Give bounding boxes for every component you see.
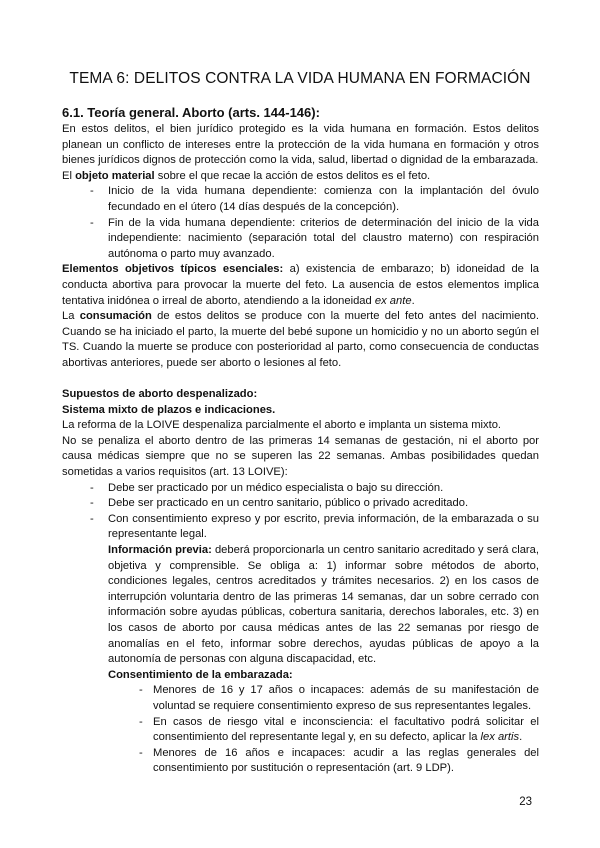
paragraph — [62, 169, 539, 185]
section-heading — [62, 104, 539, 122]
italic-text: ex ante — [374, 294, 412, 307]
paragraph — [62, 418, 539, 434]
list-item — [62, 496, 539, 512]
paragraph — [62, 543, 539, 668]
list-item — [62, 746, 539, 777]
dash-bullet-icon: - — [90, 512, 94, 525]
list-item — [62, 184, 539, 215]
bullet-list — [62, 184, 539, 262]
dash-bullet-icon: - — [90, 216, 94, 229]
dash-bullet-icon: - — [90, 481, 94, 494]
dash-bullet-icon: - — [139, 715, 143, 728]
dash-bullet-icon: - — [90, 185, 94, 198]
bold-text: Consentimiento de la embarazada: — [108, 668, 293, 681]
dash-bullet-icon: - — [139, 746, 143, 759]
text-run: Menores de 16 y 17 años o incapaces: además de su manifestación de voluntad se requiere consentimiento expreso de sus representantes legales. — [153, 684, 539, 712]
text-run: deberá proporcionarla un centro sanitario acreditado y será clara, objetiva y comprensible. Se obliga a: 1) informar sobre métodos de aborto, condiciones legales, centros acreditados y trámites necesarios. 2) en los casos de interrupción voluntaria dentro de las primeras 14 semanas, dar un sobre cerrado con información sobre ayudas públicas, cobertura sanitaria, derechos laborales, etc. 3) en los casos de aborto por causa médicas antes de las 22 semanas por riesgo de anomalías en el feto, informar sobre derechos, ayudas públicas de apoyo a la autonomía de personas con alguna discapacidad, etc. — [108, 544, 539, 666]
list-item — [62, 715, 539, 746]
page-number: 23 — [519, 796, 532, 808]
list-item — [62, 216, 539, 263]
bold-text: consumación — [79, 310, 152, 323]
paragraph — [62, 434, 539, 481]
text-run: Debe ser practicado en un centro sanitario, público o privado acreditado. — [108, 497, 469, 510]
paragraph — [62, 403, 539, 419]
document-body — [62, 104, 539, 777]
text-run: . — [411, 294, 415, 307]
list-item — [62, 683, 539, 714]
text-run: sobre el que recae la acción de estos delitos es el feto. — [154, 169, 431, 182]
bullet-list — [62, 481, 539, 543]
text-run: Con consentimiento expreso y por escrito, previa información, de la embarazada o su representante legal. — [108, 512, 539, 541]
dash-bullet-icon: - — [90, 497, 94, 510]
text-run: . — [519, 731, 523, 744]
bold-text: Supuestos de aborto despenalizado: — [62, 388, 258, 401]
bold-text: Información previa: — [108, 544, 212, 557]
text-run: Fin de la vida humana dependiente: criterios de determinación del inicio de la vida independiente: nacimiento (separación total del claustro materno) con respiración autónoma o parto muy avanzado. — [108, 216, 539, 260]
dash-bullet-icon: - — [139, 684, 143, 697]
text-run: El — [62, 169, 76, 182]
bold-text: Sistema mixto de plazos e indicaciones. — [62, 403, 276, 416]
paragraph — [62, 387, 539, 403]
list-item — [62, 481, 539, 497]
bullet-list — [62, 683, 539, 777]
paragraph — [62, 262, 539, 309]
list-item — [62, 512, 539, 543]
spacer — [62, 372, 539, 388]
text-run: 6.1. Teoría general. Aborto (arts. 144-146): — [62, 105, 320, 120]
text-run: No se penaliza el aborto dentro de las primeras 14 semanas de gestación, ni el aborto por causa médicas siempre que no se superen las 22 semanas. Ambas posibilidades quedan sometidas a varios requisitos (art. 13 LOIVE): — [62, 434, 539, 479]
paragraph — [62, 668, 539, 684]
bold-text: Elementos objetivos típicos esenciales: — [62, 263, 284, 276]
text-run: En casos de riesgo vital e inconsciencia: el facultativo podrá solicitar el consentimiento del representante legal y, en su defecto, aplicar la — [153, 715, 539, 744]
document-title: TEMA 6: DELITOS CONTRA LA VIDA HUMANA EN FORMACIÓN — [69, 70, 531, 87]
text-run: La — [62, 310, 80, 323]
text-run: Inicio de la vida humana dependiente: comienza con la implantación del óvulo fecundado en el útero (14 días después de la concepción). — [108, 185, 539, 213]
text-run: Menores de 16 años e incapaces: acudir a las reglas generales del consentimiento por sustitución o representación (art. 9 LDP). — [153, 746, 539, 775]
text-run: a) existencia de embarazo; b) idoneidad de la conducta abortiva para provocar la muerte del feto. La ausencia de estos elementos implica tentativa inidónea o irreal de aborto, atendiendo a la idoneidad — [62, 263, 539, 307]
text-run: de estos delitos se produce con la muerte del feto antes del nacimiento. Cuando se ha iniciado el parto, la muerte del bebé supone un homicidio y no un aborto según el TS. Cuando la muerte se produce con posterioridad al parto, como consecuencia de conductas abortivas anteriores, puede ser aborto o lesiones al feto. — [62, 310, 539, 369]
paragraph — [62, 309, 539, 371]
paragraph — [62, 122, 539, 169]
text-run: Debe ser practicado por un médico especialista o bajo su dirección. — [108, 481, 444, 494]
text-run: En estos delitos, el bien jurídico protegido es la vida humana en formación. Estos delitos planean un conflicto de intereses entre la protección de la vida humana en formación y otros bienes jurídicos dignos de protección como la vida, salud, libertad o dignidad de la embarazada. — [62, 123, 539, 167]
italic-text: lex artis — [480, 731, 520, 744]
bold-text: objeto material — [75, 169, 155, 182]
text-run: La reforma de la LOIVE despenaliza parcialmente el aborto e implanta un sistema mixto. — [62, 419, 502, 432]
